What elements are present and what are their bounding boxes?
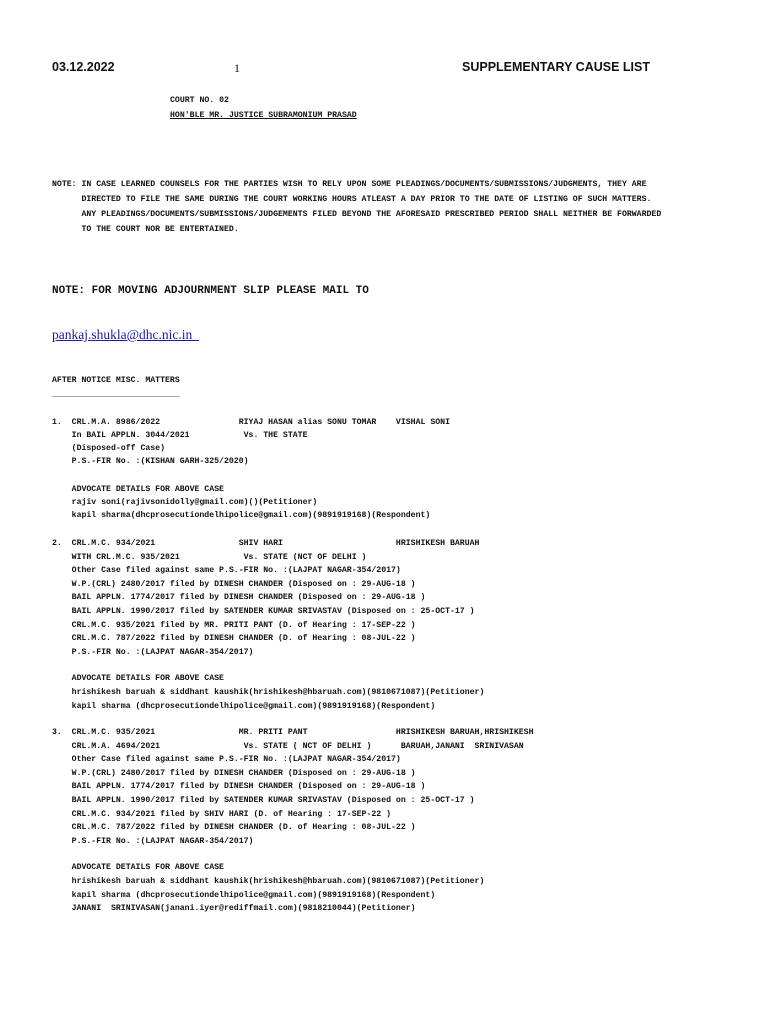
- note-pleadings: [52, 177, 661, 237]
- advocate-line: kapil sharma (dhcprosecutiondelhipolice@gmail.com)(9891919168)(Respondent): [52, 890, 436, 900]
- note-line: DIRECTED TO FILE THE SAME DURING THE COURT WORKING HOURS ATLEAST A DAY PRIOR TO THE DATE OF LISTING OF SUCH MATTERS.: [52, 195, 652, 204]
- case-item: [52, 416, 450, 522]
- case-line: P.S.-FIR No. :(LAJPAT NAGAR-354/2017): [52, 836, 254, 846]
- case-line: BAIL APPLN. 1774/2017 filed by DINESH CHANDER (Disposed on : 29-AUG-18 ): [52, 782, 426, 792]
- case-line: P.S.-FIR No. :(KISHAN GARH-325/2020): [52, 457, 249, 466]
- section-underline: __________________________: [52, 390, 180, 399]
- advocate-heading: ADVOCATE DETAILS FOR ABOVE CASE: [52, 674, 224, 684]
- case-line: W.P.(CRL) 2480/2017 filed by DINESH CHANDER (Disposed on : 29-AUG-18 ): [52, 768, 416, 778]
- page-number: 1: [234, 61, 240, 75]
- case-line: CRL.M.A. 4694/2021 Vs. STATE ( NCT OF DELHI ) BARUAH,JANANI SRINIVASAN: [52, 741, 524, 751]
- section-title: AFTER NOTICE MISC. MATTERS: [52, 376, 180, 385]
- case-line: Other Case filed against same P.S.-FIR No. :(LAJPAT NAGAR-354/2017): [52, 566, 401, 576]
- case-line: BAIL APPLN. 1990/2017 filed by SATENDER KUMAR SRIVASTAV (Disposed on : 25-OCT-17 ): [52, 795, 475, 805]
- note-line: ANY PLEADINGS/DOCUMENTS/SUBMISSIONS/JUDGEMENTS FILED BEYOND THE AFORESAID PRESCRIBED PERIOD SHALL NEITHER BE FORWARDED: [52, 210, 662, 219]
- note-line: NOTE: IN CASE LEARNED COUNSELS FOR THE PARTIES WISH TO RELY UPON SOME PLEADINGS/DOCUMENTS/SUBMISSIONS/JUDGMENTS, THEY ARE: [52, 180, 647, 189]
- cause-list-title: SUPPLEMENTARY CAUSE LIST: [462, 60, 650, 74]
- case-line: W.P.(CRL) 2480/2017 filed by DINESH CHANDER (Disposed on : 29-AUG-18 ): [52, 579, 416, 589]
- advocate-heading: ADVOCATE DETAILS FOR ABOVE CASE: [52, 863, 224, 873]
- advocate-line: kapil sharma(dhcprosecutiondelhipolice@gmail.com)(9891919168)(Respondent): [52, 511, 431, 520]
- case-line: BAIL APPLN. 1990/2017 filed by SATENDER KUMAR SRIVASTAV (Disposed on : 25-OCT-17 ): [52, 606, 475, 616]
- advocate-line: hrishikesh baruah & siddhant kaushik(hrishikesh@hbaruah.com)(9810671087)(Petitioner): [52, 687, 485, 697]
- cause-list-date: 03.12.2022: [52, 60, 115, 74]
- advocate-line: kapil sharma (dhcprosecutiondelhipolice@gmail.com)(9891919168)(Respondent): [52, 701, 436, 711]
- adjournment-email-link[interactable]: pankaj.shukla@dhc.nic.in: [52, 327, 200, 342]
- case-line: In BAIL APPLN. 3044/2021 Vs. THE STATE: [52, 431, 308, 440]
- case-line: CRL.M.C. 935/2021 filed by MR. PRITI PANT (D. of Hearing : 17-SEP-22 ): [52, 620, 416, 630]
- case-item: [52, 537, 484, 713]
- case-line: CRL.M.C. 934/2021 filed by SHIV HARI (D. of Hearing : 17-SEP-22 ): [52, 809, 392, 819]
- case-line: 1. CRL.M.A. 8986/2022 RIYAJ HASAN alias SONU TOMAR VISHAL SONI: [52, 418, 450, 427]
- judge-name: HON'BLE MR. JUSTICE SUBRAMONIUM PRASAD: [170, 111, 357, 120]
- advocate-line: hrishikesh baruah & siddhant kaushik(hrishikesh@hbaruah.com)(9810671087)(Petitioner): [52, 876, 485, 886]
- case-line: BAIL APPLN. 1774/2017 filed by DINESH CHANDER (Disposed on : 29-AUG-18 ): [52, 593, 426, 603]
- note-line: TO THE COURT NOR BE ENTERTAINED.: [52, 225, 239, 234]
- case-line: Other Case filed against same P.S.-FIR No. :(LAJPAT NAGAR-354/2017): [52, 755, 401, 765]
- case-line: (Disposed-off Case): [52, 444, 166, 453]
- advocate-heading: ADVOCATE DETAILS FOR ABOVE CASE: [52, 485, 224, 494]
- advocate-line: JANANI SRINIVASAN(janani.iyer@rediffmail.com)(9818210044)(Petitioner): [52, 904, 416, 914]
- case-line: P.S.-FIR No. :(LAJPAT NAGAR-354/2017): [52, 647, 254, 657]
- advocate-line: rajiv soni(rajivsonidolly@gmail.com)()(Petitioner): [52, 498, 318, 507]
- court-number: COURT NO. 02: [170, 96, 229, 105]
- case-item: [52, 726, 534, 916]
- note-adjournment: NOTE: FOR MOVING ADJOURNMENT SLIP PLEASE MAIL TO: [52, 285, 369, 297]
- case-line: CRL.M.C. 787/2022 filed by DINESH CHANDER (D. of Hearing : 08-JUL-22 ): [52, 634, 416, 644]
- case-line: 3. CRL.M.C. 935/2021 MR. PRITI PANT HRISHIKESH BARUAH,HRISHIKESH: [52, 728, 534, 737]
- case-line: 2. CRL.M.C. 934/2021 SHIV HARI HRISHIKESH BARUAH: [52, 539, 480, 548]
- case-line: CRL.M.C. 787/2022 filed by DINESH CHANDER (D. of Hearing : 08-JUL-22 ): [52, 823, 416, 833]
- case-line: WITH CRL.M.C. 935/2021 Vs. STATE (NCT OF DELHI ): [52, 552, 367, 562]
